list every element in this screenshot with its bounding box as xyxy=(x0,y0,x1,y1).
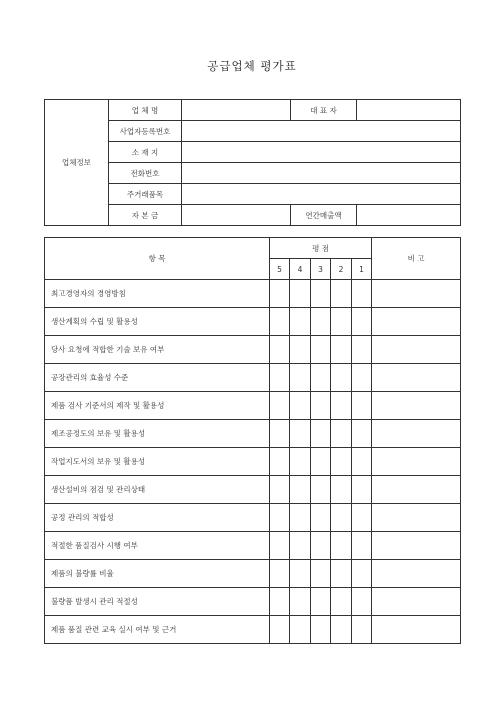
remark-cell[interactable] xyxy=(372,588,461,616)
score-5-cell[interactable] xyxy=(270,448,290,476)
score-3-cell[interactable] xyxy=(311,364,331,392)
score-header: 평 점 xyxy=(270,238,372,259)
info-label-annual-sales: 연간매출액 xyxy=(291,205,357,226)
score-4-cell[interactable] xyxy=(290,560,311,588)
score-4-cell[interactable] xyxy=(290,532,311,560)
evaluation-item-label: 제품 품질 관련 교육 실시 여부 및 근거 xyxy=(45,616,270,644)
remark-cell[interactable] xyxy=(372,616,461,644)
score-3-cell[interactable] xyxy=(311,280,331,308)
score-5-cell[interactable] xyxy=(270,280,290,308)
score-3-cell[interactable] xyxy=(311,420,331,448)
score-1-cell[interactable] xyxy=(352,308,372,336)
company-info-table xyxy=(44,99,461,226)
evaluation-item-label: 최고경영자의 경영방침 xyxy=(45,280,270,308)
info-label-business-number: 사업자등록번호 xyxy=(109,121,182,142)
score-4-cell[interactable] xyxy=(290,308,311,336)
score-4-cell[interactable] xyxy=(290,420,311,448)
score-2-cell[interactable] xyxy=(331,448,352,476)
remark-cell[interactable] xyxy=(372,364,461,392)
score-1-cell[interactable] xyxy=(352,616,372,644)
remark-cell[interactable] xyxy=(372,504,461,532)
evaluation-row xyxy=(45,336,461,364)
remark-cell[interactable] xyxy=(372,532,461,560)
evaluation-item-label: 제품의 불량률 비율 xyxy=(45,560,270,588)
score-4-cell[interactable] xyxy=(290,616,311,644)
evaluation-row xyxy=(45,588,461,616)
score-5-cell[interactable] xyxy=(270,616,290,644)
info-value-annual-sales[interactable] xyxy=(357,205,461,226)
score-5-cell[interactable] xyxy=(270,532,290,560)
evaluation-item-label: 생산계획의 수립 및 활용성 xyxy=(45,308,270,336)
evaluation-item-label: 적절한 품질검사 시행 여부 xyxy=(45,532,270,560)
score-5-cell[interactable] xyxy=(270,476,290,504)
info-label-company-name: 업 체 명 xyxy=(109,100,182,121)
evaluation-item-label: 제품 검사 기준서의 제작 및 활용성 xyxy=(45,392,270,420)
score-1-cell[interactable] xyxy=(352,504,372,532)
score-3-cell[interactable] xyxy=(311,308,331,336)
score-3-cell[interactable] xyxy=(311,448,331,476)
remark-cell[interactable] xyxy=(372,560,461,588)
info-value-representative[interactable] xyxy=(357,100,461,121)
score-5-cell[interactable] xyxy=(270,504,290,532)
score-4-cell[interactable] xyxy=(290,476,311,504)
score-5-cell[interactable] xyxy=(270,420,290,448)
remark-cell[interactable] xyxy=(372,336,461,364)
info-label-capital: 자 본 금 xyxy=(109,205,182,226)
score-2-cell[interactable] xyxy=(331,616,352,644)
score-4-cell[interactable] xyxy=(290,392,311,420)
info-value-company-name[interactable] xyxy=(182,100,291,121)
score-2-cell[interactable] xyxy=(331,336,352,364)
score-4-cell[interactable] xyxy=(290,364,311,392)
remark-cell[interactable] xyxy=(372,392,461,420)
evaluation-row xyxy=(45,476,461,504)
info-value-business-number[interactable] xyxy=(182,121,461,142)
score-1-cell[interactable] xyxy=(352,364,372,392)
score-5-cell[interactable] xyxy=(270,560,290,588)
score-3-cell[interactable] xyxy=(311,532,331,560)
remark-header: 비 고 xyxy=(372,238,461,280)
evaluation-row xyxy=(45,616,461,644)
evaluation-item-label: 생산설비의 점검 및 관리상태 xyxy=(45,476,270,504)
score-2-cell[interactable] xyxy=(331,364,352,392)
score-3-cell[interactable] xyxy=(311,392,331,420)
evaluation-item-label: 불량품 발생시 관리 적절성 xyxy=(45,588,270,616)
score-3-cell[interactable] xyxy=(311,560,331,588)
remark-cell[interactable] xyxy=(372,448,461,476)
evaluation-row xyxy=(45,560,461,588)
score-2-cell[interactable] xyxy=(331,392,352,420)
score-1-cell[interactable] xyxy=(352,448,372,476)
info-label-main-items: 주거래품목 xyxy=(109,184,182,205)
info-value-phone[interactable] xyxy=(182,163,461,184)
evaluation-item-label: 당사 요청에 적합한 기술 보유 여부 xyxy=(45,336,270,364)
item-header: 항 목 xyxy=(45,238,270,280)
score-1-cell[interactable] xyxy=(352,420,372,448)
score-3-header: 3 xyxy=(311,259,331,280)
info-label-representative: 대 표 자 xyxy=(291,100,357,121)
score-5-header: 5 xyxy=(270,259,290,280)
evaluation-row xyxy=(45,532,461,560)
info-label-phone: 전화번호 xyxy=(109,163,182,184)
score-3-cell[interactable] xyxy=(311,336,331,364)
score-5-cell[interactable] xyxy=(270,392,290,420)
score-2-header: 2 xyxy=(331,259,352,280)
info-label-address: 소 재 지 xyxy=(109,142,182,163)
evaluation-table xyxy=(44,237,461,644)
evaluation-item-label: 공정 관리의 적합성 xyxy=(45,504,270,532)
score-1-cell[interactable] xyxy=(352,280,372,308)
evaluation-row xyxy=(45,448,461,476)
info-value-main-items[interactable] xyxy=(182,184,461,205)
document-title: 공급업체 평가표 xyxy=(207,59,297,73)
score-4-cell[interactable] xyxy=(290,504,311,532)
score-4-header: 4 xyxy=(290,259,311,280)
score-4-cell[interactable] xyxy=(290,448,311,476)
evaluation-item-label: 제조공정도의 보유 및 활용성 xyxy=(45,420,270,448)
evaluation-row xyxy=(45,364,461,392)
score-3-cell[interactable] xyxy=(311,476,331,504)
remark-cell[interactable] xyxy=(372,420,461,448)
score-2-cell[interactable] xyxy=(331,532,352,560)
score-1-header: 1 xyxy=(352,259,372,280)
remark-cell[interactable] xyxy=(372,308,461,336)
score-5-cell[interactable] xyxy=(270,364,290,392)
score-5-cell[interactable] xyxy=(270,336,290,364)
score-1-cell[interactable] xyxy=(352,560,372,588)
score-2-cell[interactable] xyxy=(331,504,352,532)
score-5-cell[interactable] xyxy=(270,588,290,616)
score-1-cell[interactable] xyxy=(352,476,372,504)
remark-cell[interactable] xyxy=(372,280,461,308)
score-4-cell[interactable] xyxy=(290,336,311,364)
evaluation-body xyxy=(45,280,461,644)
evaluation-item-label: 공장관리의 효율성 수준 xyxy=(45,364,270,392)
score-1-cell[interactable] xyxy=(352,336,372,364)
evaluation-row xyxy=(45,504,461,532)
score-2-cell[interactable] xyxy=(331,476,352,504)
info-value-address[interactable] xyxy=(182,142,461,163)
score-3-cell[interactable] xyxy=(311,616,331,644)
evaluation-row xyxy=(45,308,461,336)
score-1-cell[interactable] xyxy=(352,588,372,616)
score-2-cell[interactable] xyxy=(331,420,352,448)
score-4-cell[interactable] xyxy=(290,280,311,308)
info-value-capital[interactable] xyxy=(182,205,291,226)
evaluation-row xyxy=(45,392,461,420)
company-info-label: 업체정보 xyxy=(45,100,109,226)
score-2-cell[interactable] xyxy=(331,280,352,308)
score-2-cell[interactable] xyxy=(331,588,352,616)
score-5-cell[interactable] xyxy=(270,308,290,336)
score-4-cell[interactable] xyxy=(290,588,311,616)
score-3-cell[interactable] xyxy=(311,588,331,616)
score-3-cell[interactable] xyxy=(311,504,331,532)
evaluation-row xyxy=(45,280,461,308)
evaluation-item-label: 작업지도서의 보유 및 활용성 xyxy=(45,448,270,476)
evaluation-row xyxy=(45,420,461,448)
score-2-cell[interactable] xyxy=(331,308,352,336)
score-1-cell[interactable] xyxy=(352,392,372,420)
remark-cell[interactable] xyxy=(372,476,461,504)
score-2-cell[interactable] xyxy=(331,560,352,588)
score-1-cell[interactable] xyxy=(352,532,372,560)
